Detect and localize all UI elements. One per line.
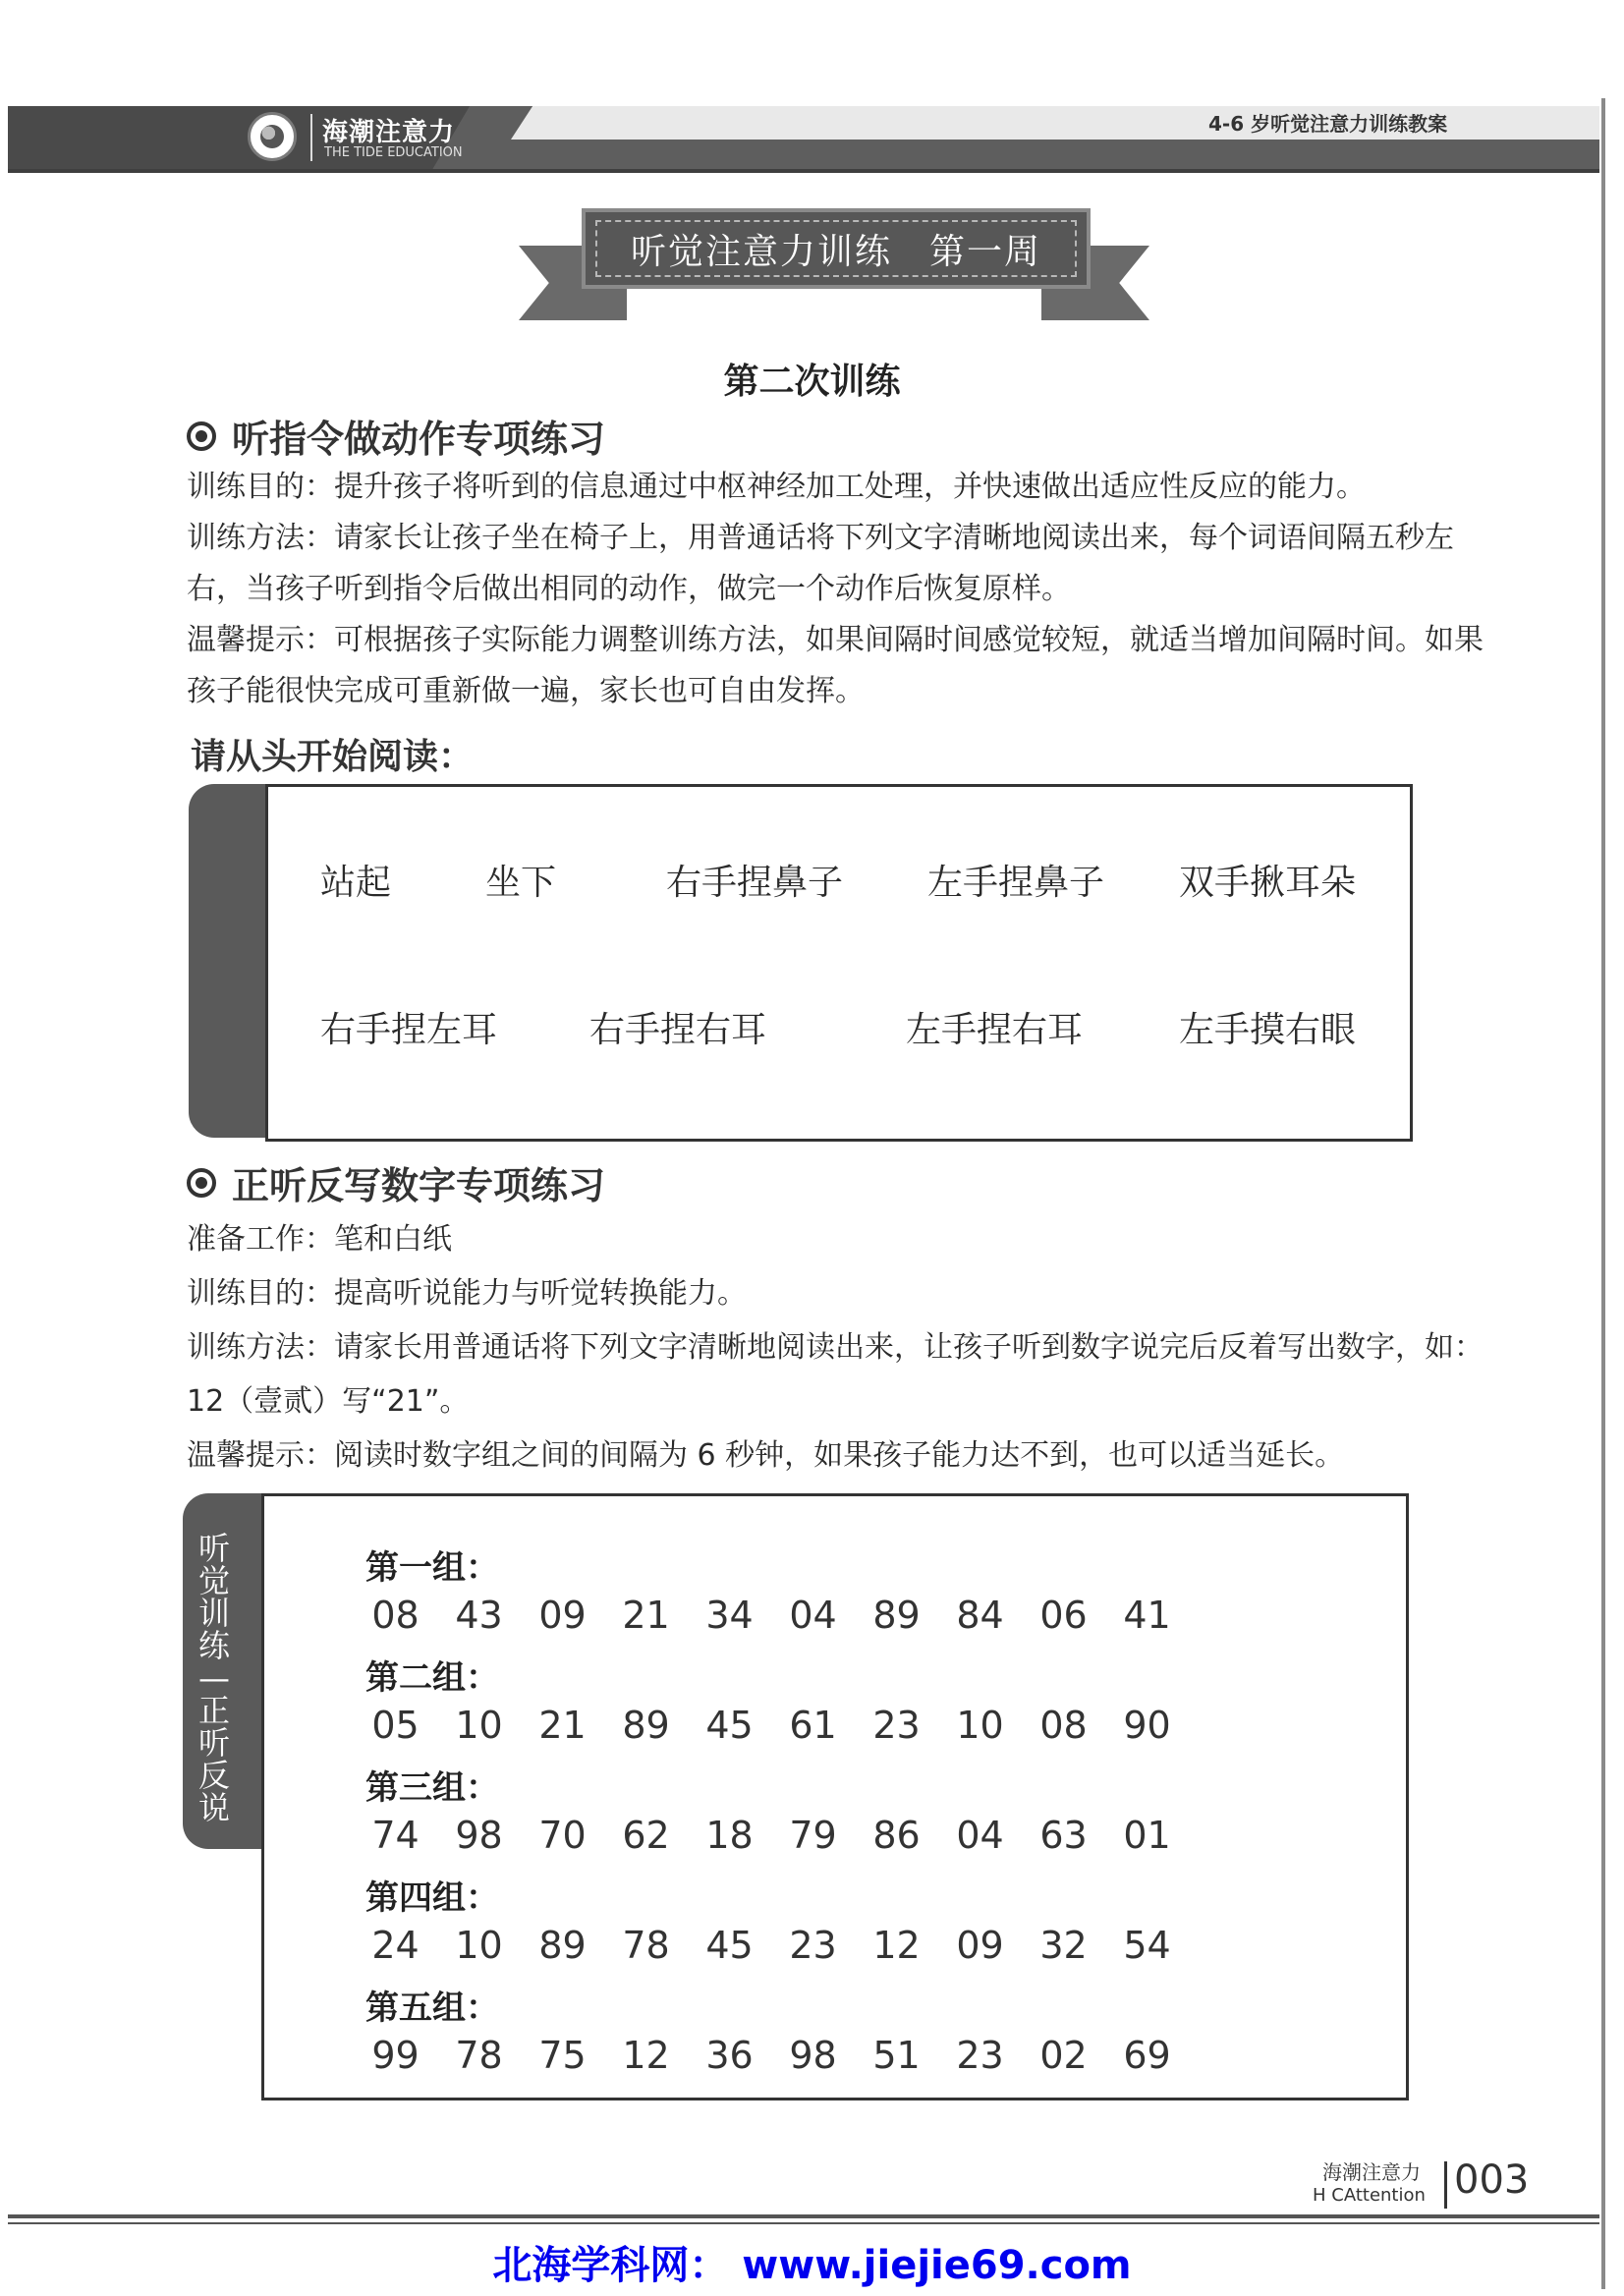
number-cell: 98 [789, 2034, 837, 2077]
number-cell: 78 [455, 2034, 503, 2077]
number-cell: 43 [455, 1594, 503, 1637]
number-cell: 90 [1123, 1704, 1171, 1747]
section1-description [187, 462, 1493, 717]
course-title: 4-6 岁听觉注意力训练教案 [1208, 112, 1448, 136]
command-item: 右手捏右耳 [589, 1010, 767, 1050]
number-cell: 69 [1123, 2034, 1171, 2077]
footer-rule-thin [8, 2222, 1599, 2224]
number-cell: 86 [872, 1814, 921, 1857]
ribbon-title: 听觉注意力训练 第一周 [630, 231, 1041, 272]
number-cell: 45 [705, 1924, 754, 1967]
section1-method: 训练方法：请家长让孩子坐在椅子上，用普通话将下列文字清晰地阅读出来，每个词语间隔五秒左右，当孩子听到指令后做出相同的动作，做完一个动作后恢复原样。 [187, 521, 1454, 606]
number-cell: 23 [789, 1924, 837, 1967]
number-cell: 62 [622, 1814, 670, 1857]
number-cell: 04 [956, 1814, 1004, 1857]
read-instruction-heading: 请从头开始阅读： [191, 736, 475, 777]
number-row [354, 1814, 1199, 1863]
command-item: 双手揪耳朵 [1179, 863, 1357, 903]
section2-heading-text: 正听反写数字专项练习 [232, 1163, 606, 1207]
commands-box [265, 784, 1413, 1142]
radio-bullet-icon [187, 421, 216, 451]
number-cell: 21 [622, 1594, 670, 1637]
brand-name: 海潮注意力 [322, 118, 456, 147]
number-cell: 63 [1039, 1814, 1088, 1857]
section1-heading-text: 听指令做动作专项练习 [232, 417, 606, 461]
number-row [354, 2034, 1199, 2083]
section2-description [187, 1212, 1493, 1483]
number-cell: 99 [371, 2034, 420, 2077]
number-cell: 23 [872, 1704, 921, 1747]
footer-brand: 海潮注意力 [1322, 2160, 1421, 2184]
section2-method: 训练方法：请家长用普通话将下列文字清晰地阅读出来，让孩子听到数字说完后反着写出数字，如：12（壹贰）写“21”。 [187, 1330, 1484, 1419]
number-cell: 89 [622, 1704, 670, 1747]
footer-brand-en: H CAttention [1313, 2185, 1426, 2206]
command-item: 站起 [320, 863, 392, 903]
watermark-url: 北海学科网： www.jiejie69.com [492, 2243, 1132, 2288]
group-label: 第二组： [365, 1658, 499, 1698]
number-cell: 78 [622, 1924, 670, 1967]
number-row [354, 1704, 1199, 1753]
number-cell: 79 [789, 1814, 837, 1857]
page-number: 003 [1454, 2157, 1530, 2203]
footer-rule [8, 2214, 1599, 2218]
number-cell: 89 [538, 1924, 587, 1967]
brand-logo-icon [248, 112, 297, 161]
footer-divider [1444, 2161, 1447, 2209]
command-item: 左手摸右眼 [1179, 1010, 1357, 1050]
logo-divider [310, 114, 312, 161]
number-cell: 54 [1123, 1924, 1171, 1967]
number-cell: 10 [455, 1924, 503, 1967]
number-row [354, 1924, 1199, 1973]
section2-tip: 温馨提示：阅读时数字组之间的间隔为 6 秒钟，如果孩子能力达不到，也可以适当延长。 [187, 1438, 1345, 1473]
number-cell: 21 [538, 1704, 587, 1747]
group-label: 第一组： [365, 1548, 499, 1588]
command-item: 右手捏鼻子 [666, 863, 844, 903]
number-cell: 70 [538, 1814, 587, 1857]
number-cell: 84 [956, 1594, 1004, 1637]
command-item: 左手捏鼻子 [927, 863, 1105, 903]
section1-heading [187, 409, 605, 463]
number-cell: 02 [1039, 2034, 1088, 2077]
section2-purpose: 训练目的：提高听说能力与听觉转换能力。 [187, 1276, 747, 1311]
section1-tip: 温馨提示：可根据孩子实际能力调整训练方法，如果间隔时间感觉较短，就适当增加间隔时间。如果孩子能很快完成可重新做一遍，家长也可自由发挥。 [187, 623, 1484, 708]
number-cell: 51 [872, 2034, 921, 2077]
week-ribbon [582, 208, 1091, 289]
number-cell: 74 [371, 1814, 420, 1857]
brand-subtitle: THE TIDE EDUCATION [324, 145, 463, 160]
side-tab-label: 听觉训练—正听反说 [197, 1530, 230, 1826]
number-cell: 04 [789, 1594, 837, 1637]
number-cell: 98 [455, 1814, 503, 1857]
number-row [354, 1594, 1199, 1643]
number-cell: 08 [371, 1594, 420, 1637]
number-cell: 08 [1039, 1704, 1088, 1747]
number-cell: 10 [455, 1704, 503, 1747]
number-cell: 32 [1039, 1924, 1088, 1967]
number-cell: 89 [872, 1594, 921, 1637]
number-cell: 12 [872, 1924, 921, 1967]
group-label: 第三组： [365, 1768, 499, 1808]
number-cell: 24 [371, 1924, 420, 1967]
number-cell: 10 [956, 1704, 1004, 1747]
number-cell: 09 [956, 1924, 1004, 1967]
section2-heading [187, 1155, 605, 1209]
command-item: 坐下 [485, 863, 557, 903]
number-cell: 06 [1039, 1594, 1088, 1637]
session-title: 第二次训练 [723, 362, 901, 402]
command-item: 左手捏右耳 [906, 1010, 1084, 1050]
command-item: 右手捏左耳 [320, 1010, 498, 1050]
number-cell: 61 [789, 1704, 837, 1747]
number-cell: 36 [705, 2034, 754, 2077]
group-label: 第五组： [365, 1988, 499, 2028]
section1-purpose: 训练目的：提升孩子将听到的信息通过中枢神经加工处理，并快速做出适应性反应的能力。 [187, 470, 1366, 504]
radio-bullet-icon [187, 1168, 216, 1198]
number-cell: 45 [705, 1704, 754, 1747]
number-cell: 23 [956, 2034, 1004, 2077]
number-cell: 01 [1123, 1814, 1171, 1857]
number-cell: 12 [622, 2034, 670, 2077]
number-cell: 41 [1123, 1594, 1171, 1637]
number-cell: 05 [371, 1704, 420, 1747]
page-edge-line [1601, 98, 1605, 2289]
number-cell: 34 [705, 1594, 754, 1637]
commands-side-tab [189, 784, 277, 1138]
section2-preparation: 准备工作：笔和白纸 [187, 1222, 452, 1257]
number-cell: 75 [538, 2034, 587, 2077]
number-cell: 18 [705, 1814, 754, 1857]
group-label: 第四组： [365, 1878, 499, 1918]
number-cell: 09 [538, 1594, 587, 1637]
